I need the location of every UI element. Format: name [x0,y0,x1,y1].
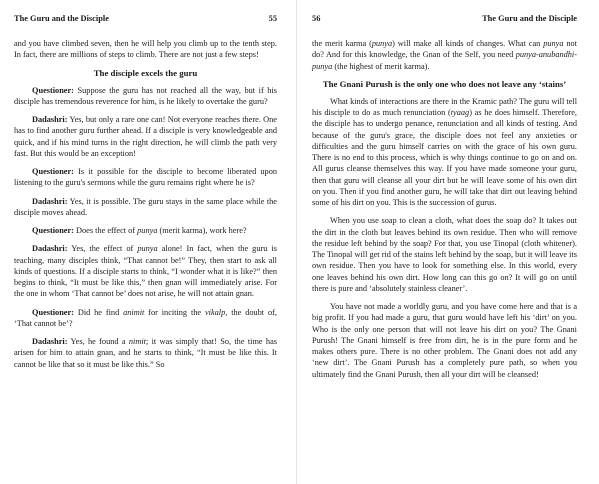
italic-term: punya [137,244,158,254]
speaker-label: Questioner: [32,85,74,95]
paragraph [312,38,577,72]
speech-text: Yes, but only a rare one can! Not everyone reaches there. One has to find another guru further ahead. If a disciple is very knowledgeable and quick, and if his mind turns in the right direction, he will climb the path very fast. But this would be an exception! [14,115,277,158]
italic-term: punya-anubandhi-punya [312,50,577,71]
speech-text: Did he find [73,307,124,317]
paragraph [14,114,277,159]
italic-term: tyaag [450,108,470,117]
body-text: (the highest of merit karma). [332,61,430,71]
paragraph [14,225,277,236]
italic-term: animit [123,307,145,317]
paragraph [14,243,277,299]
speaker-label: Questioner: [32,307,74,317]
body-text: ) will make all kinds of changes. What can [392,39,544,48]
left-page [0,0,287,484]
right-page [300,0,587,484]
speaker-label: Dadashri: [32,115,68,124]
italic-term: vikalp [204,307,226,317]
speaker-label: Dadashri: [32,337,68,346]
italic-term: punya [371,39,393,48]
speech-text: (merit karma), work here? [157,226,247,235]
body-text: the merit karma ( [312,39,372,48]
paragraph [14,166,277,189]
speaker-label: Dadashri: [32,244,68,254]
italic-term: nimit [128,337,146,346]
paragraph [312,96,577,209]
right-page-header [312,14,577,24]
speech-text: Yes, the effect of [67,244,138,254]
body-text: not do? And for this knowledge, the Gnan of the Self, you need [312,39,577,60]
paragraph [14,196,277,219]
left-page-header [14,14,277,24]
speech-text: Does the effect of [73,226,138,235]
speech-text: , the doubt of, ‘That cannot be’? [14,307,277,328]
speech-text: Yes, he found a [67,337,129,346]
left-header-title: The Guru and the Disciple [14,14,109,23]
speech-text: Is it possible for the disciple to become liberated upon listening to the guru's sermons while the guru remains right where he is? [14,167,277,188]
speech-text: Suppose the guru has not reached all the way, but if his disciple has tremendous reverence for him, is he likely to overtake the guru? [14,85,277,106]
body-text: What kinds of interactions are there in the Kramic path? The guru will tell his disciple to do as much renunciation ( [312,96,577,117]
paragraph [14,307,277,330]
speech-text: ; it was simply that! So, the time has arisen for him to attain gnan, and he starts to think, “It must be like this. It cannot be like that so it must be like this.” So [14,337,277,369]
paragraph: You have not made a worldly guru, and you have come here and that is a big profit. If you had made a guru, that guru would have left his ‘dirt’ on you. Who is the only one person that will not leave his dirt on you? The Gnani Purush! The Gnani himself is free from dirt, he is in the pure form and he makes others pure. There is no other problem. The Gnani does not add any ‘new dirt’. The Gnani Purush has a completely pure path, so when you ultimately find the Gnani Purush, then all your dirt will be cleansed! [312,302,577,379]
left-page-number: 55 [268,14,277,23]
section-heading: The disciple excels the guru [93,67,198,78]
body-text: ) as he does himself. Therefore, the disciple has to undergo penance, renunciation and all kinds of testing. And because of the guru's grace, the disciple does not feel any anxieties or difficulties and the guru himself carries on with the grace of his own guru. There is no end to this process, which is why things continue to go on and on. All gurus cleanse themselves this way. If you have made someone your guru, then that guru will cleanse all your dirt but he will leave some of his own dirt on you. Then if you find another guru, he will take that dirt out leaving behind some of his dirt on you. This is the succession of gurus. [312,108,578,207]
paragraph: When you use soap to clean a cloth, what does the soap do? It takes out the dirt in the cloth but leaves behind its own residue. Then who will remove the residue left behind by the soap? For that, you use Tinopal (cloth whitener). The Tinopal will get rid of the stains left behind by the soap, but it will leave its own residue. Then you have to look for something else. In this world, every one leaves behind his own dirt. How long can this go on? It will go on until there is pure and ‘absolutely stainless cleaner’. [312,216,577,293]
speaker-label: Dadashri: [32,196,68,206]
section-heading: The Gnani Purush is the only one who does not leave any ‘stains’ [322,78,567,89]
page-gutter [296,0,297,484]
speech-text: Yes, it is possible. The guru stays in the same place while the disciple moves ahead. [14,196,277,217]
speech-text: for inciting the [144,307,205,317]
speaker-label: Questioner: [32,167,74,176]
speech-text: alone! In fact, when the guru is teaching, many disciples think, “That cannot be!” They, then start to ask all kinds of questions. If a disciple starts to think, “I wonder what it is like?” then begins to think, “It must be like this,” then gnan will immediately arise. For the one in whom ‘That cannot be’ does not arise, he will not attain gnan. [14,244,277,299]
italic-term: punya [543,39,564,48]
paragraph: and you have climbed seven, then he will help you climb up to the tenth step. In fact, there are millions of steps to climb. There are not just a few steps! [14,39,277,60]
paragraph [14,85,277,108]
right-header-title: The Guru and the Disciple [482,14,577,23]
right-page-number: 56 [312,14,321,23]
paragraph [14,336,277,370]
speaker-label: Questioner: [32,226,74,235]
italic-term: punya [137,226,158,235]
